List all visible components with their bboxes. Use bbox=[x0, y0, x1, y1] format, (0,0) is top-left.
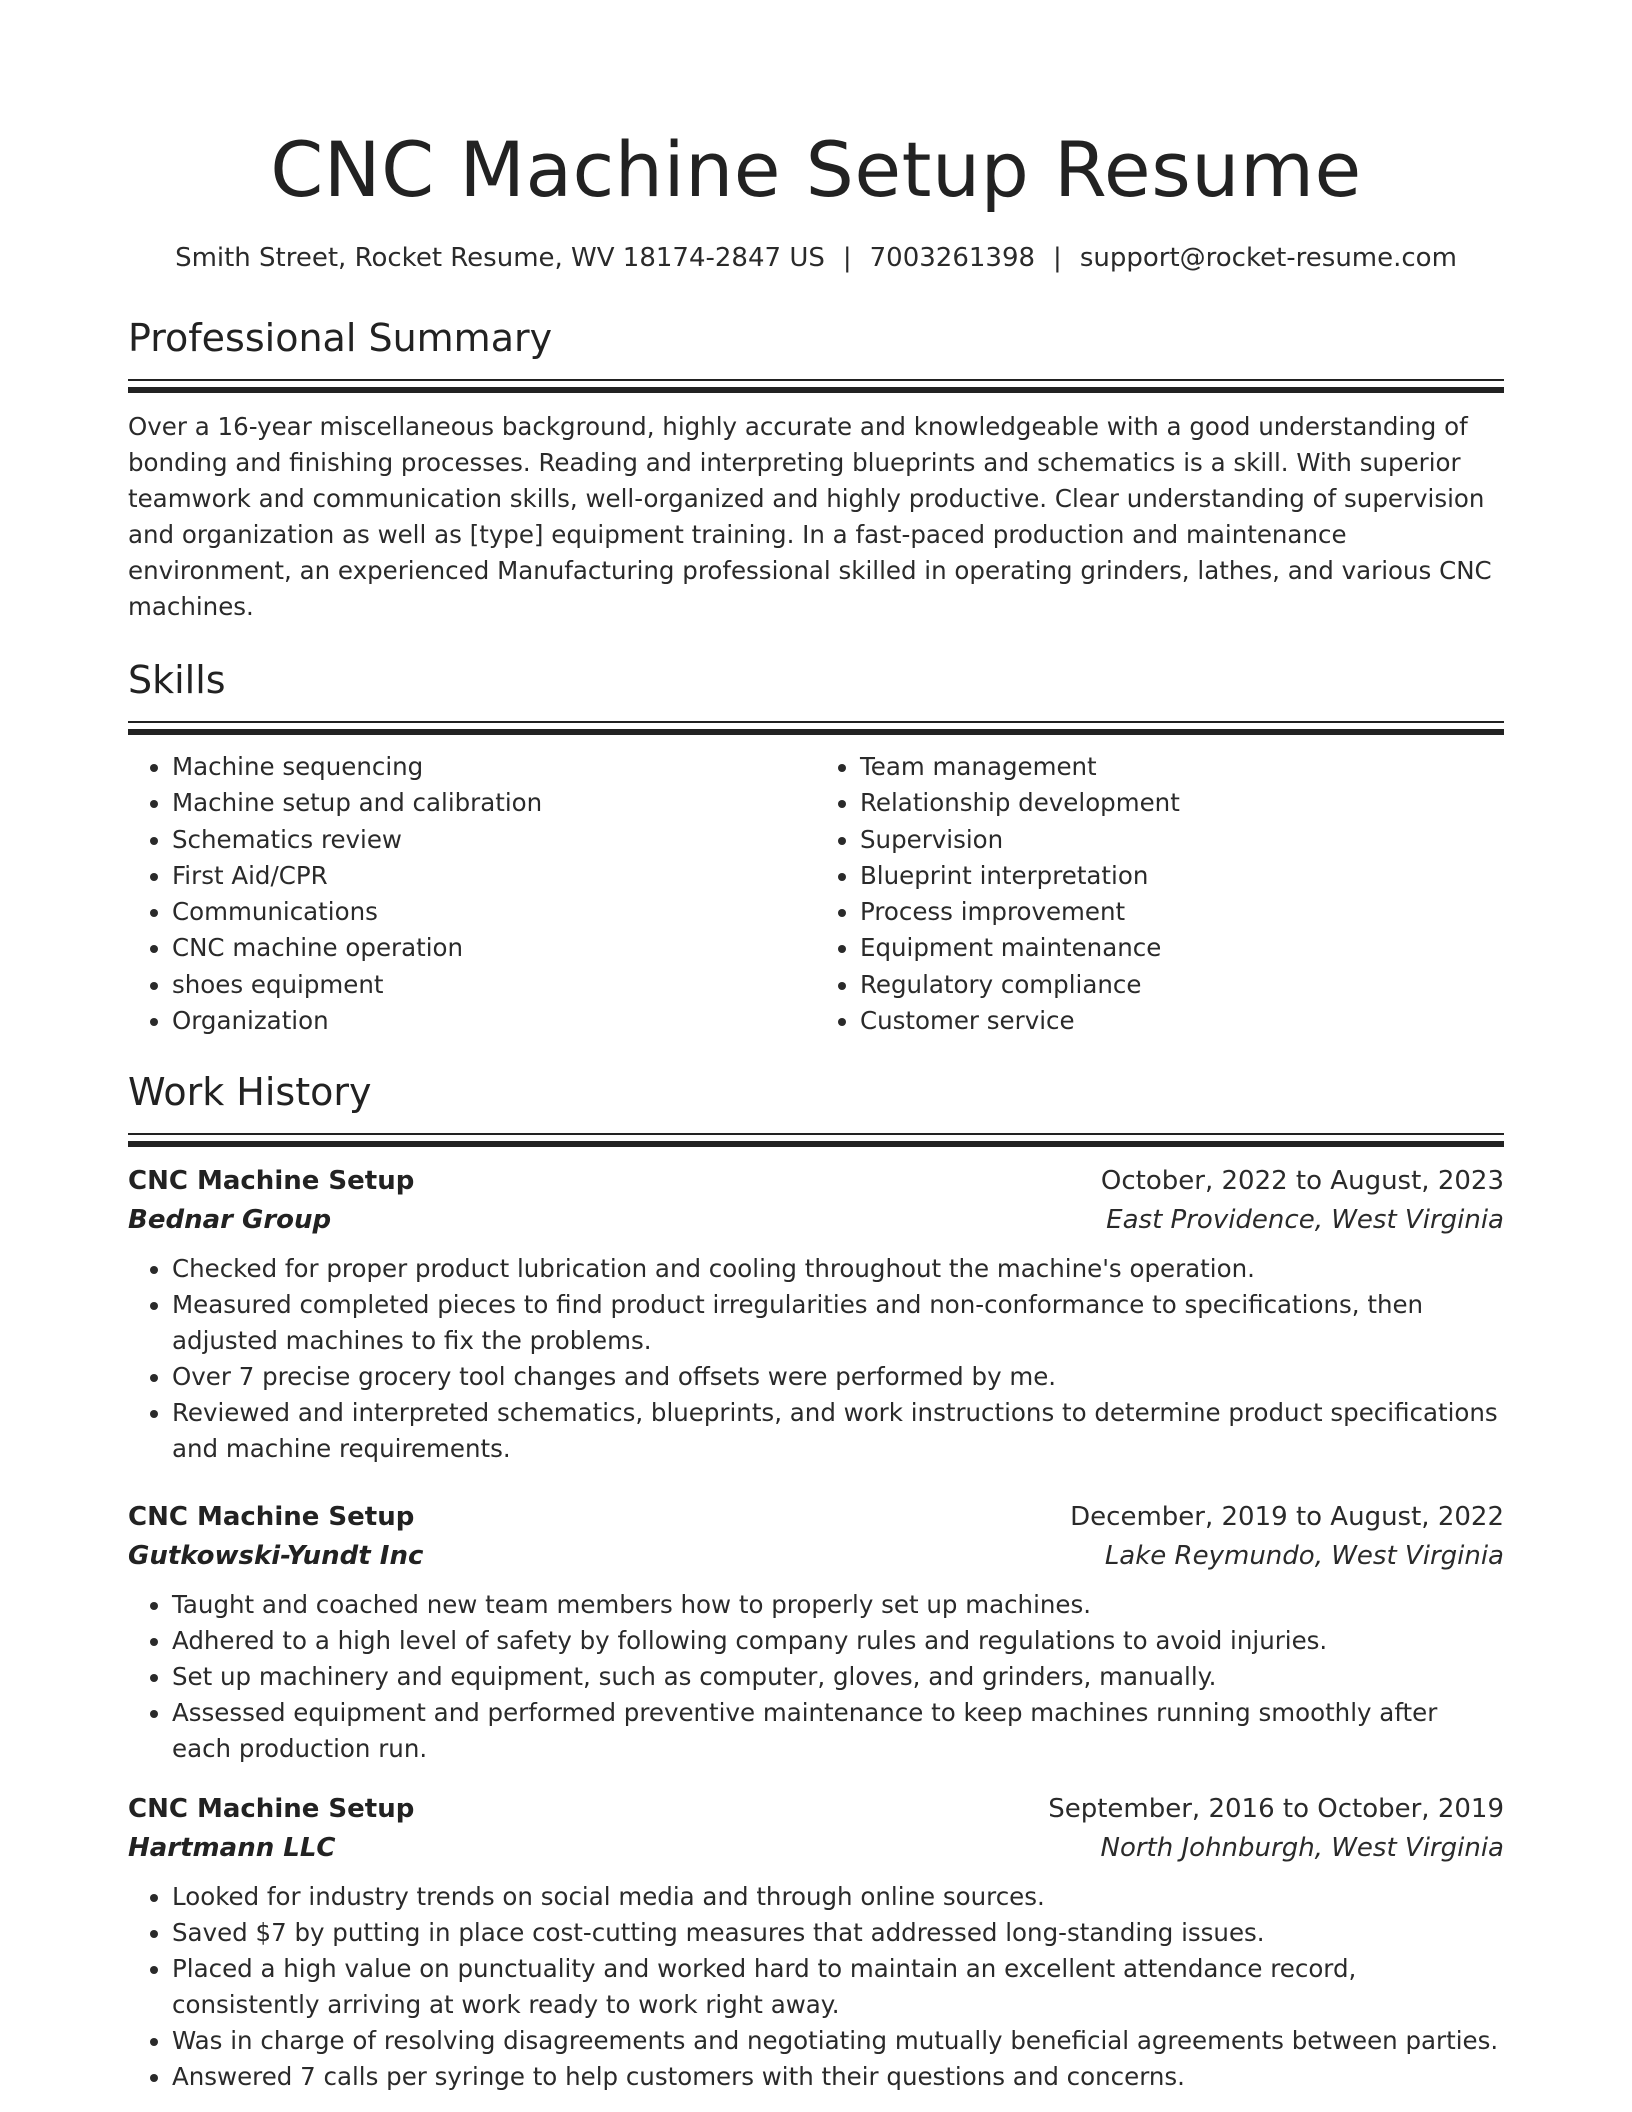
job-company: Gutkowski-Yundt Inc bbox=[128, 1541, 424, 1572]
job-bullet: • Placed a high value on punctuality and worked hard to maintain an excellent attendance record, consistently arriving at work ready to work right away. bbox=[172, 1951, 1504, 2023]
contact-phone: 7003261398 bbox=[869, 243, 1036, 273]
skill-item: • Equipment maintenance bbox=[860, 930, 1504, 966]
job-bullets bbox=[128, 1251, 1504, 1467]
contact-line bbox=[128, 240, 1504, 276]
skill-item: • Team management bbox=[860, 749, 1504, 785]
section-divider bbox=[128, 1133, 1504, 1147]
skill-item: • Blueprint interpretation bbox=[860, 858, 1504, 894]
job-entry bbox=[128, 1497, 1504, 1767]
job-location: East Providence, West Virginia bbox=[1106, 1205, 1504, 1236]
job-bullet: • Assessed equipment and performed preventive maintenance to keep machines running smoothly after each production run. bbox=[172, 1695, 1504, 1767]
contact-separator: | bbox=[1053, 243, 1062, 273]
job-bullet: • Was in charge of resolving disagreements and negotiating mutually beneficial agreements between parties. bbox=[172, 2023, 1504, 2059]
skills-list-right bbox=[816, 749, 1504, 1039]
summary-heading: Professional Summary bbox=[128, 316, 553, 360]
skill-item: • Supervision bbox=[860, 822, 1504, 858]
skill-item: • Schematics review bbox=[172, 822, 816, 858]
skills-section bbox=[128, 655, 1504, 1039]
skills-list-left bbox=[128, 749, 816, 1039]
contact-separator: | bbox=[842, 243, 852, 273]
job-title: CNC Machine Setup bbox=[128, 1166, 415, 1197]
job-bullet: • Adhered to a high level of safety by following company rules and regulations to avoid injuries. bbox=[172, 1623, 1504, 1659]
job-bullets bbox=[128, 1587, 1504, 1767]
skill-item: • Relationship development bbox=[860, 785, 1504, 821]
job-bullet: • Checked for proper product lubrication and cooling throughout the machine's operation. bbox=[172, 1251, 1504, 1287]
job-bullet: • Over 7 precise grocery tool changes and offsets were performed by me. bbox=[172, 1359, 1504, 1395]
contact-address: Smith Street, Rocket Resume, WV 18174-2847 US bbox=[175, 243, 825, 273]
job-entry bbox=[128, 1161, 1504, 1467]
resume-title: CNC Machine Setup Resume bbox=[270, 125, 1362, 214]
skill-item: • CNC machine operation bbox=[172, 930, 816, 966]
section-divider bbox=[128, 721, 1504, 735]
job-title: CNC Machine Setup bbox=[128, 1794, 415, 1825]
job-entry bbox=[128, 1789, 1504, 2095]
contact-email: support@rocket-resume.com bbox=[1079, 243, 1457, 273]
summary-section bbox=[128, 313, 1504, 625]
skill-item: • First Aid/CPR bbox=[172, 858, 816, 894]
skills-columns bbox=[128, 749, 1504, 1039]
skill-item: • Process improvement bbox=[860, 894, 1504, 930]
job-location: North Johnburgh, West Virginia bbox=[1100, 1833, 1504, 1864]
skill-item: • Regulatory compliance bbox=[860, 967, 1504, 1003]
job-location: Lake Reymundo, West Virginia bbox=[1104, 1541, 1504, 1572]
job-bullet: • Reviewed and interpreted schematics, blueprints, and work instructions to determine product specifications and machine requirements. bbox=[172, 1395, 1504, 1467]
job-bullet: • Answered 7 calls per syringe to help customers with their questions and concerns. bbox=[172, 2059, 1504, 2095]
job-company: Bednar Group bbox=[128, 1205, 332, 1236]
job-bullets bbox=[128, 1879, 1504, 2095]
job-company: Hartmann LLC bbox=[128, 1833, 336, 1864]
skill-item: • Customer service bbox=[860, 1003, 1504, 1039]
job-bullet: • Taught and coached new team members how to properly set up machines. bbox=[172, 1587, 1504, 1623]
skill-item: • Machine setup and calibration bbox=[172, 785, 816, 821]
job-dates: September, 2016 to October, 2019 bbox=[1048, 1794, 1504, 1825]
job-title: CNC Machine Setup bbox=[128, 1502, 415, 1533]
skill-item: • Organization bbox=[172, 1003, 816, 1039]
job-dates: December, 2019 to August, 2022 bbox=[1070, 1502, 1504, 1533]
skill-item: • Machine sequencing bbox=[172, 749, 816, 785]
job-bullet: • Saved $7 by putting in place cost-cutting measures that addressed long-standing issues. bbox=[172, 1915, 1504, 1951]
job-dates: October, 2022 to August, 2023 bbox=[1100, 1166, 1504, 1197]
job-bullet: • Looked for industry trends on social media and through online sources. bbox=[172, 1879, 1504, 1915]
work-history-heading: Work History bbox=[128, 1070, 372, 1115]
skill-item: • Communications bbox=[172, 894, 816, 930]
job-bullet: • Measured completed pieces to find product irregularities and non-conformance to specifications, then adjusted machines to fix the problems. bbox=[172, 1287, 1504, 1359]
skills-heading: Skills bbox=[128, 658, 226, 702]
work-history-section bbox=[128, 1067, 1504, 2095]
job-bullet: • Set up machinery and equipment, such as computer, gloves, and grinders, manually. bbox=[172, 1659, 1504, 1695]
section-divider bbox=[128, 379, 1504, 393]
skill-item: • shoes equipment bbox=[172, 967, 816, 1003]
summary-text: Over a 16-year miscellaneous background, highly accurate and knowledgeable with a good understanding of bonding and finishing processes. Reading and interpreting blueprints and schematics is a skill. With superior teamwork and communication skills, well-organized and highly productive. Clear understanding of supervision and organization as well as [type] equipment training. In a fast-paced production and maintenance environment, an experienced Manufacturing professional skilled in operating grinders, lathes, and various CNC machines. bbox=[128, 412, 1492, 621]
